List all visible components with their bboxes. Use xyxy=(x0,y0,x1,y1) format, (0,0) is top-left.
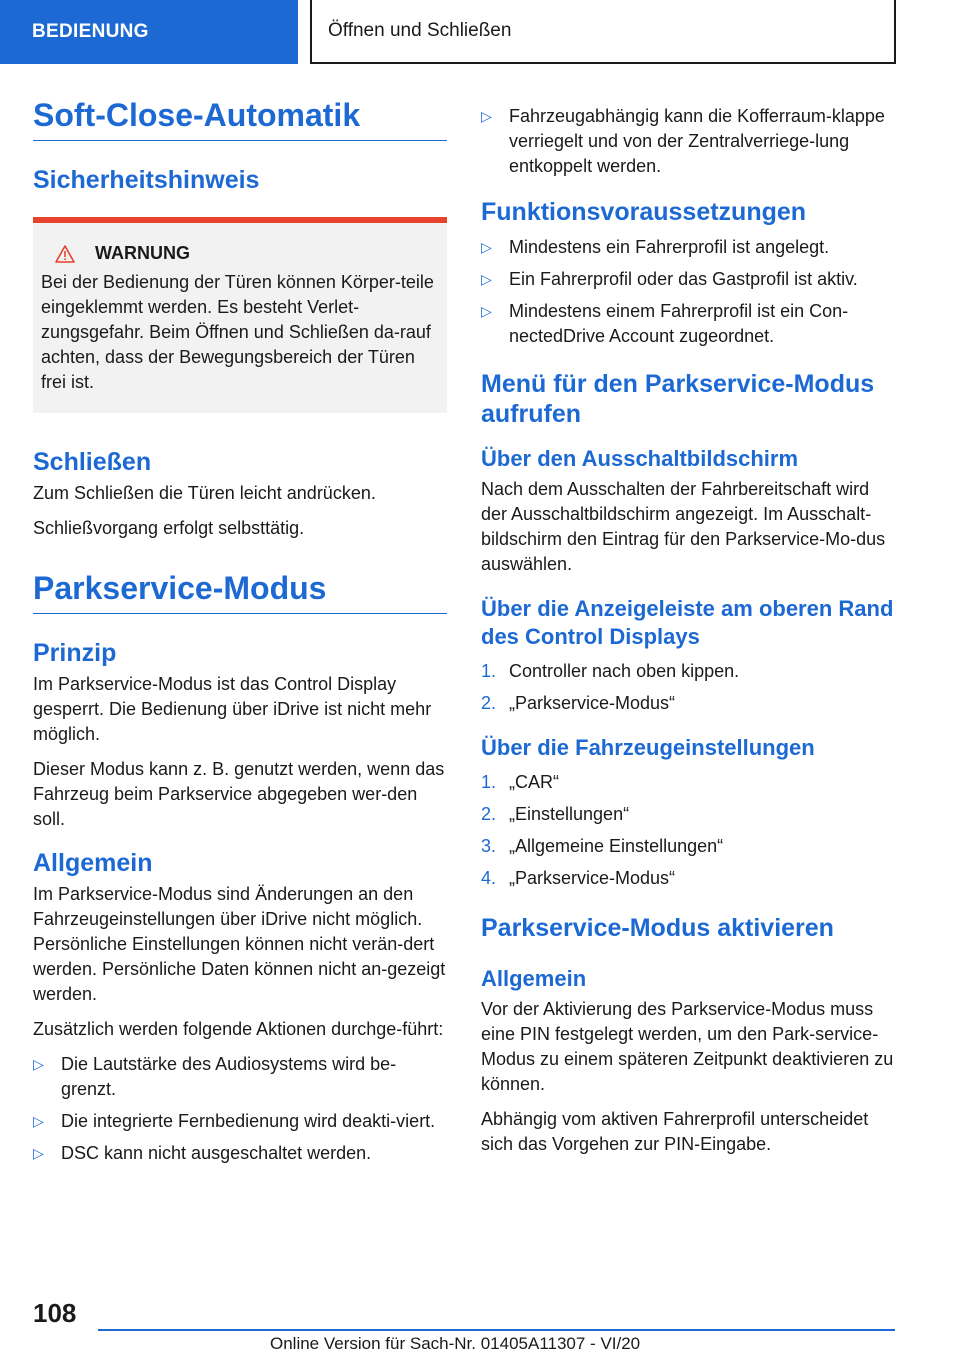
list-item: 1. „CAR“ xyxy=(481,772,559,792)
header-chapter: Öffnen und Schließen xyxy=(328,20,512,41)
list-item: ▷ Fahrzeugabhängig kann die Kofferraum-klappe verriegelt und von der Zentralverriege-lung entkoppelt werden. xyxy=(481,106,885,176)
footer-text: Online Version für Sach-Nr. 01405A11307 - VI/20 xyxy=(270,1334,641,1353)
close-text-1: Zum Schließen die Türen leicht andrücken. xyxy=(33,483,376,503)
list-item: 3. „Allgemeine Einstellungen“ xyxy=(481,836,724,856)
left-column xyxy=(33,96,447,1180)
warning-header xyxy=(55,243,437,264)
warning-text: Bei der Bedienung der Türen können Körper-teile eingeklemmt werden. Es besteht Verlet-zungsgefahr. Beim Öffnen und Schließen da-rauf achten, dass der Bewegungsbereich der Türen frei ist. xyxy=(41,272,434,392)
actions-list xyxy=(33,1052,447,1166)
bullet-marker-icon: ▷ xyxy=(33,1145,44,1161)
requirements-list xyxy=(481,235,895,349)
heading-general-2: Allgemein xyxy=(481,966,587,991)
header-section: BEDIENUNG xyxy=(32,21,149,42)
principle-text-2: Dieser Modus kann z. B. genutzt werden, wenn das Fahrzeug beim Parkservice abgegeben wer-den soll. xyxy=(33,759,445,829)
bullet-marker-icon: ▷ xyxy=(481,303,492,319)
list-item: ▷ Die Lautstärke des Audiosystems wird be-grenzt. xyxy=(33,1054,397,1099)
list-item: ▷ Ein Fahrerprofil oder das Gastprofil ist aktiv. xyxy=(481,267,895,292)
bullet-marker-icon: ▷ xyxy=(481,108,492,124)
list-item: 2. „Parkservice-Modus“ xyxy=(481,693,676,713)
heading-menu: Menü für den Parkservice-Modus aufrufen xyxy=(481,370,875,428)
vehicle-settings-steps xyxy=(481,770,895,891)
header-section-tab xyxy=(0,0,298,64)
list-item: ▷ Mindestens ein Fahrerprofil ist angelegt. xyxy=(481,235,895,260)
header-chapter-box xyxy=(310,0,896,64)
heading-requirements: Funktionsvoraussetzungen xyxy=(481,198,807,226)
heading-principle: Prinzip xyxy=(33,639,117,667)
activate-text-1: Vor der Aktivierung des Parkservice-Modus muss eine PIN festgelegt werden, um den Park-service-Modus zu einem späteren Zeitpunkt deaktivieren zu können. xyxy=(481,999,894,1094)
warning-triangle-icon xyxy=(55,245,75,263)
heading-close: Schließen xyxy=(33,448,152,476)
bullet-marker-icon: ▷ xyxy=(33,1056,44,1072)
bullet-marker-icon: ▷ xyxy=(33,1113,44,1129)
warning-box xyxy=(33,217,447,413)
close-text-2: Schließvorgang erfolgt selbsttätig. xyxy=(33,518,305,538)
general-text-1: Im Parkservice-Modus sind Änderungen an den Fahrzeugeinstellungen über iDrive nicht möglich. Persönliche Einstellungen können nicht verän-dert werden. Persönliche Daten können nicht an-gezeigt werden. xyxy=(33,884,446,1004)
list-item: ▷ Die integrierte Fernbedienung wird deakti-viert. xyxy=(33,1109,447,1134)
list-item: 4. „Parkservice-Modus“ xyxy=(481,868,676,888)
heading-safety-note: Sicherheitshinweis xyxy=(33,166,260,194)
heading-activate: Parkservice-Modus aktivieren xyxy=(481,914,834,942)
principle-text-1: Im Parkservice-Modus ist das Control Display gesperrt. Die Bedienung über iDrive ist nicht mehr möglich. xyxy=(33,674,432,744)
heading-valet-mode: Parkservice-Modus xyxy=(33,569,447,614)
bullet-marker-icon: ▷ xyxy=(481,271,492,287)
heading-vehicle-settings: Über die Fahrzeugeinstellungen xyxy=(481,735,815,760)
list-item: ▷ DSC kann nicht ausgeschaltet werden. xyxy=(33,1141,447,1166)
warning-title: WARNUNG xyxy=(95,243,190,263)
heading-soft-close: Soft-Close-Automatik xyxy=(33,96,447,141)
activate-text-2: Abhängig vom aktiven Fahrerprofil unterscheidet sich das Vorgehen zur PIN-Eingabe. xyxy=(481,1109,869,1154)
off-screen-text: Nach dem Ausschalten der Fahrbereitschaft wird der Ausschaltbildschirm angezeigt. Im Ausschalt-bildschirm den Eintrag für den Parkservice-Mo-dus auswählen. xyxy=(481,479,886,574)
footer-divider xyxy=(98,1329,895,1331)
bullet-marker-icon: ▷ xyxy=(481,239,492,255)
list-item: ▷ Mindestens einem Fahrerprofil ist ein Con-nectedDrive Account zugeordnet. xyxy=(481,301,849,346)
heading-status-bar: Über die Anzeigeleiste am oberen Rand des Control Displays xyxy=(481,596,894,649)
list-item: 2. „Einstellungen“ xyxy=(481,804,630,824)
page-number: 108 xyxy=(33,1298,77,1328)
heading-off-screen: Über den Ausschaltbildschirm xyxy=(481,446,799,471)
list-item: 1. Controller nach oben kippen. xyxy=(481,661,740,681)
heading-general: Allgemein xyxy=(33,849,153,877)
trunk-list xyxy=(481,104,895,179)
right-column xyxy=(481,104,895,1167)
status-bar-steps xyxy=(481,659,895,716)
general-text-2: Zusätzlich werden folgende Aktionen durchge-führt: xyxy=(33,1019,444,1039)
